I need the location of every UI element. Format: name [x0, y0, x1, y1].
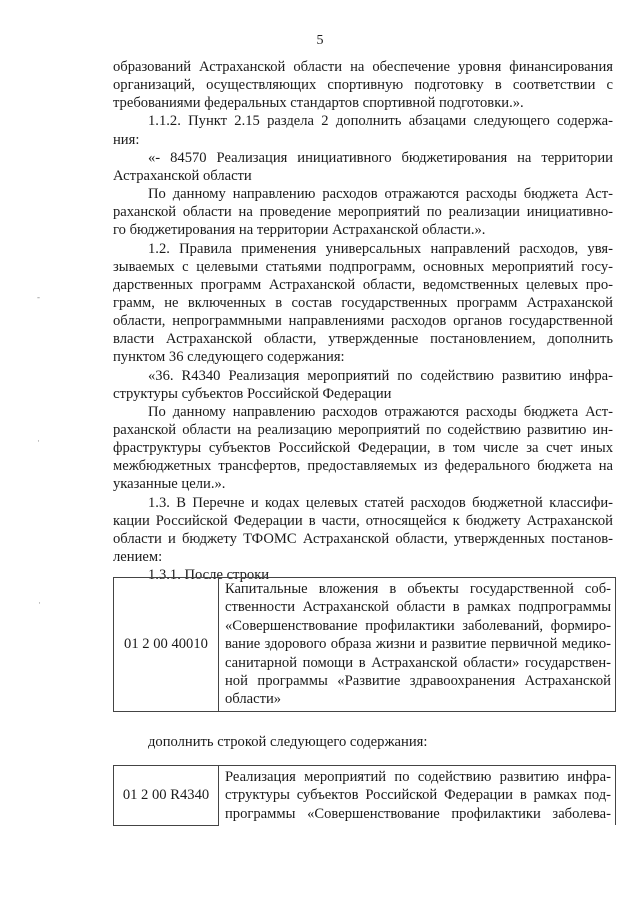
- text-line: дарственных программ Астраханской области, ведомственных целевых про-: [113, 276, 613, 293]
- text-line: 1.3. В Перечне и кодах целевых статей расходов бюджетной классифи-: [148, 494, 613, 511]
- description-line: программы «Совершенствование профилактики заболева-: [225, 805, 611, 822]
- text-line: области и бюджету ТФОМС Астраханской области, утвержденных постанов-: [113, 530, 613, 547]
- text-line: По данному направлению расходов отражаются расходы бюджета Аст-: [148, 186, 613, 203]
- text-line: раханской области на реализацию мероприятий по содействию развитию ин-: [113, 422, 613, 438]
- text-line: 1.1.2. Пункт 2.15 раздела 2 дополнить абзацами следующего содержа-: [148, 113, 613, 130]
- text-line: «36. R4340 Реализация мероприятий по содействию развитию инфра-: [148, 367, 613, 384]
- text-line: Астраханской области: [113, 167, 252, 184]
- scan-mark: ·: [37, 436, 40, 446]
- text-line: грамм, не включенных в состав государственных программ Астраханской: [113, 294, 613, 311]
- text-line: требованиями федеральных стандартов спортивной подготовки.».: [113, 95, 524, 112]
- text-line: межбюджетных трансфертов, предоставляемых из федерального бюджета на: [113, 458, 613, 475]
- description-line: вание здорового образа жизни и развитие первичной медико-: [225, 636, 611, 653]
- text-line: «- 84570 Реализация инициативного бюджетирования на территории: [148, 149, 613, 166]
- instruction-text: дополнить строкой следующего содержания:: [148, 734, 428, 750]
- text-line: ния:: [113, 131, 140, 148]
- text-line: фраструктуры субъектов Российской Федерации, в том числе за счет иных: [113, 440, 613, 457]
- text-line: 1.3.1. После строки: [148, 567, 270, 584]
- budget-table-new: [113, 765, 616, 826]
- description-line: «Совершенствование профилактики заболеваний, формиро-: [225, 617, 611, 634]
- text-line: го бюджетирования на территории Астраханской области.».: [113, 222, 486, 239]
- description-line: ной программы «Развитие здравоохранения Астраханской: [225, 673, 611, 690]
- budget-code-cell: 01 2 00 R4340: [114, 766, 219, 826]
- text-line: 1.2. Правила применения универсальных направлений расходов, увя-: [148, 240, 613, 257]
- text-line: лением:: [113, 549, 163, 566]
- text-line: структуры субъектов Российской Федерации: [113, 385, 392, 402]
- description-line: Реализация мероприятий по содействию развитию инфра-: [225, 769, 611, 785]
- scan-mark: -: [37, 292, 40, 302]
- description-line: Капитальные вложения в объекты государственной соб-: [225, 581, 611, 597]
- text-line: По данному направлению расходов отражаются расходы бюджета Аст-: [148, 403, 613, 420]
- text-line: раханской области на проведение мероприятий по реализации инициативно-: [113, 204, 613, 221]
- text-line: указанные цели.».: [113, 476, 226, 493]
- budget-table-before: [113, 577, 616, 712]
- scan-mark: ·: [38, 598, 41, 608]
- table-row: [114, 578, 616, 712]
- text-line: пунктом 36 следующего содержания:: [113, 349, 345, 366]
- page-number: 5: [316, 33, 324, 48]
- budget-description-cell: [219, 578, 616, 712]
- text-line: области, непрограммными направлениями расходов органов государственной: [113, 313, 613, 330]
- description-line: структуры субъектов Российской Федерации в рамках под-: [225, 787, 611, 804]
- text-line: зываемых с целевыми статьями подпрограмм, основных мероприятий госу-: [113, 258, 613, 275]
- text-line: организаций, осуществляющих спортивную подготовку в соответствии с: [113, 77, 613, 94]
- budget-description-cell: [219, 766, 616, 826]
- text-line: власти Астраханской области, утвержденные постановлением, дополнить: [113, 331, 613, 348]
- budget-code-cell: 01 2 00 40010: [114, 578, 219, 712]
- table-row: [114, 766, 616, 826]
- text-line: образований Астраханской области на обеспечение уровня финансирования: [113, 59, 613, 75]
- description-line: ственности Астраханской области в рамках подпрограммы: [225, 599, 611, 616]
- description-line: области»: [225, 691, 282, 708]
- text-line: кации Российской Федерации в части, относящейся к бюджету Астраханской: [113, 512, 613, 529]
- description-line: санитарной помощи в Астраханской области» государствен-: [225, 654, 611, 671]
